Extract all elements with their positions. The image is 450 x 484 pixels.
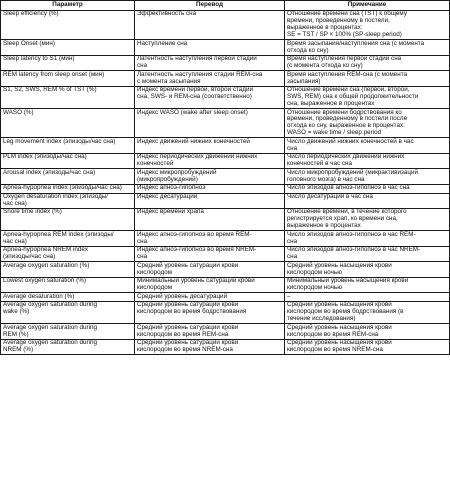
cell-translation: Индекс времени первой, второй стадий сна, SWS- и REM-сна (соответственно) [135, 86, 285, 108]
cell-translation: Индекс микропробуждений (микропробуждений) [135, 169, 285, 185]
cell-note: Средний уровень насыщения крови кислородом во время REM-сна [285, 324, 450, 340]
cell-translation: Латентность наступления стадии REM-сна с момента засыпания [135, 71, 285, 87]
cell-translation: Индекс апноэ-гипопноэ [135, 184, 285, 193]
table-row [1, 277, 450, 293]
cell-note: Число периодических движений нижних конечностей в час сна [285, 153, 450, 169]
cell-translation: Индекс десатураций [135, 193, 285, 209]
cell-parameter: Sleep Onset (мин) [1, 40, 135, 56]
cell-parameter: Apnea-hypopnea REM index (эпизоды/ час сна) [1, 231, 135, 247]
cell-translation: Индекс апноэ-гипопноэ во время NREM- сна [135, 246, 285, 262]
cell-note: Число эпизодов апноэ-гипопноэ в час сна [285, 184, 450, 193]
cell-note: Средний уровень насыщения крови кислородом во время бодрствования (в течение исследования) [285, 302, 450, 324]
cell-note: Число движений нижних конечностей в час сна [285, 138, 450, 154]
cell-parameter: Apnea-hypopnea NREM index (эпизоды/час сна) [1, 246, 135, 262]
cell-translation: Латентность наступления первой стадии сна [135, 55, 285, 71]
table-body [1, 10, 450, 355]
table-row [1, 71, 450, 87]
table-row [1, 209, 450, 231]
cell-parameter: Leg movement index (эпизоды/час сна) [1, 138, 135, 154]
cell-note: Отношение времени сна (первой, второй, SWS, REM) сна к общей продолжительности сна, выраженное в процентах [285, 86, 450, 108]
cell-parameter: Average oxygen saturation during NREM (%) [1, 339, 135, 355]
cell-note: Число микропробуждений (микрактивизаций головного мозга) в час сна [285, 169, 450, 185]
cell-parameter: REM latency from sleep onset (мин) [1, 71, 135, 87]
table-row [1, 231, 450, 247]
cell-parameter: Snore time index (%) [1, 209, 135, 231]
table-row [1, 324, 450, 340]
table-row [1, 302, 450, 324]
cell-parameter: Average oxygen saturation during wake (%) [1, 302, 135, 324]
cell-parameter: PLM index (эпизоды/час сна) [1, 153, 135, 169]
cell-translation: Индекс WASO (wake after sleep onset) [135, 109, 285, 138]
cell-parameter: Average oxygen saturation during REM (%) [1, 324, 135, 340]
table-row [1, 262, 450, 278]
table-row [1, 10, 450, 39]
table-row [1, 86, 450, 108]
cell-parameter: Lowest oxygen saturation (%) [1, 277, 135, 293]
cell-translation: Эффективность сна [135, 10, 285, 39]
table-row [1, 339, 450, 355]
header-row [1, 1, 450, 11]
cell-note: Средний уровень насыщения крови кислородом во время NREM-сна [285, 339, 450, 355]
table-row [1, 193, 450, 209]
cell-note: Время засыпания/наступления сна (с момента отхода ко сну) [285, 40, 450, 56]
cell-translation: Индекс движений нижних конечностей [135, 138, 285, 154]
cell-parameter: S1, S2, SWS, REM % of TST (%) [1, 86, 135, 108]
cell-translation: Средний уровень сатурации крови кислородом [135, 262, 285, 278]
cell-parameter: Arousal index (эпизоды/час сна) [1, 169, 135, 185]
table-row [1, 169, 450, 185]
table-header [1, 1, 450, 11]
cell-translation: Средний уровень сатурации крови кислородом во время REM-сна [135, 324, 285, 340]
header-parameter: Параметр [1, 1, 135, 11]
cell-note: Время наступления первой стадии сна (с момента отхода ко сну) [285, 55, 450, 71]
cell-translation: Средний уровень десатураций [135, 293, 285, 302]
cell-parameter: Apnea-hypopnea index (эпизоды/час сна) [1, 184, 135, 193]
cell-translation: Минимальный уровень сатурации крови кислородом [135, 277, 285, 293]
cell-parameter: WASO (%) [1, 109, 135, 138]
table-row [1, 153, 450, 169]
cell-translation: Индекс времени храпа [135, 209, 285, 231]
cell-parameter: Sleep efficiency (%) [1, 10, 135, 39]
table-row [1, 55, 450, 71]
cell-translation: Средний уровень сатурации крови кислородом во время бодрствования [135, 302, 285, 324]
cell-translation: Индекс апноэ-гипопноэ во время REM- сна [135, 231, 285, 247]
cell-note: Отношение времени, в течение которого регистрируется храп, ко времени сна, выраженное в процентах [285, 209, 450, 231]
cell-parameter: Average oxygen saturation (%) [1, 262, 135, 278]
cell-note: – [285, 293, 450, 302]
table-row [1, 109, 450, 138]
cell-note: Время наступления REM-сна (с момента засыпания) [285, 71, 450, 87]
cell-note: Отношение времени сна (TST) к общему времени, проведенному в постели, выраженное в процентах: SE = TST / SP × 100% (SP-sleep period) [285, 10, 450, 39]
cell-note: Число десатураций в час сна [285, 193, 450, 209]
cell-translation: Средний уровень сатурации крови кислородом во время NREM-сна [135, 339, 285, 355]
cell-note: Число эпизодов апноэ-гипопноэ в час NREM- сна [285, 246, 450, 262]
cell-translation: Наступление сна [135, 40, 285, 56]
cell-note: Средний уровень насыщения крови кислородом ночью [285, 262, 450, 278]
cell-parameter: Oxygen desaturation index (эпизоды/ час сна) [1, 193, 135, 209]
table-row [1, 40, 450, 56]
table-row [1, 184, 450, 193]
table-row [1, 138, 450, 154]
table-row [1, 246, 450, 262]
header-note: Примечание [285, 1, 450, 11]
cell-note: Отношение времени бодрствования ко времени, проведенному в постели после отхода ко сну, выраженное в процентах: WASO = wake time / sleep period [285, 109, 450, 138]
cell-note: Минимальный уровень насыщения крови кислородом ночью [285, 277, 450, 293]
cell-note: Число эпизодов апноэ-гипопноэ в час REM- сна [285, 231, 450, 247]
cell-parameter: Sleep latency to S1 (мин) [1, 55, 135, 71]
cell-parameter: Average desaturation (%) [1, 293, 135, 302]
cell-translation: Индекс периодических движений нижних конечностей [135, 153, 285, 169]
header-translation: Перевод [135, 1, 285, 11]
